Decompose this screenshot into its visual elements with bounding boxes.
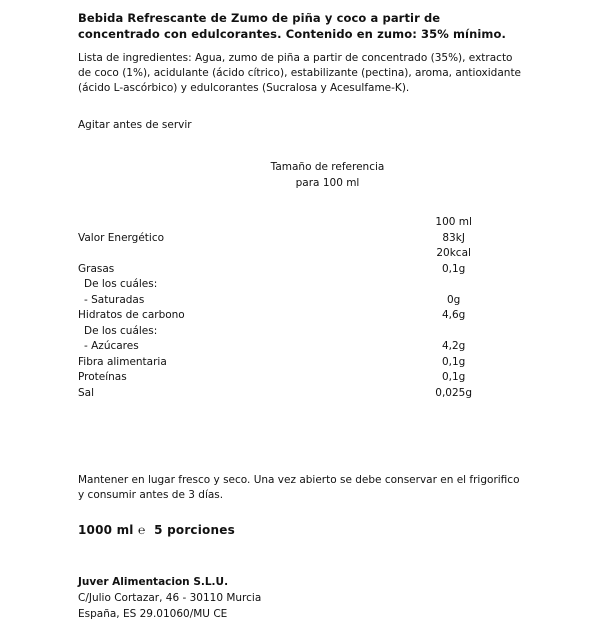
nutrient-value-text: 4,2g <box>441 340 466 352</box>
table-row <box>78 370 525 386</box>
table-row <box>78 355 525 371</box>
nutrition-table <box>78 215 525 401</box>
table-row <box>78 339 525 355</box>
nutrient-value <box>382 293 525 309</box>
reference-size-heading <box>78 159 525 191</box>
company-registration: España, ES 29.01060/MU CE <box>78 608 228 620</box>
nutrient-value-text: 0,025g <box>435 386 473 399</box>
nutrient-name: - Saturadas <box>84 293 145 306</box>
e-mark-icon: ℮ <box>137 523 146 537</box>
table-row <box>78 246 525 262</box>
nutrient-name: Hidratos de carbono <box>78 309 185 321</box>
nutrient-name: Sal <box>78 386 95 399</box>
product-title: Bebida Refrescante de Zumo de piña y coco a partir de concentrado con edulcorantes. Contenido en zumo: 35% mínimo. <box>78 11 506 41</box>
nutrient-value <box>382 324 525 340</box>
company-address: C/Julio Cortazar, 46 - 30110 Murcia <box>78 592 262 604</box>
portions-count: 5 porciones <box>154 523 235 537</box>
nutrition-header-row <box>78 215 525 231</box>
nutrient-name: Valor Energético <box>78 231 165 244</box>
reference-size-line2: para 100 ml <box>295 177 360 189</box>
table-row <box>78 262 525 278</box>
nutrition-column-header <box>382 215 525 231</box>
nutrient-value <box>382 339 525 355</box>
nutrient-value <box>382 370 525 386</box>
nutrient-name: - Azúcares <box>84 340 139 352</box>
nutrient-value <box>382 355 525 371</box>
nutrient-value-text: 0,1g <box>441 262 466 275</box>
table-row <box>78 293 525 309</box>
nutrition-column-header-label: 100 ml <box>435 216 472 228</box>
nutrient-value-text: 0,1g <box>441 355 466 368</box>
nutrient-name: De los cuáles: <box>84 278 158 290</box>
nutrient-name: Fibra alimentaria <box>78 355 167 368</box>
nutrient-value <box>382 262 525 278</box>
nutrient-value-text: 0g <box>446 293 461 306</box>
nutrient-value <box>382 386 525 402</box>
table-row <box>78 277 525 293</box>
shake-instruction: Agitar antes de servir <box>78 119 192 131</box>
ingredients-list: Lista de ingredientes: Agua, zumo de piña a partir de concentrado (35%), extracto de coco (1%), acidulante (ácido cítrico), estabilizante (pectina), aroma, antioxidante (ácido L-ascórbico) y edulcorantes (Sucralosa y Acesulfame-K). <box>78 52 522 94</box>
table-row <box>78 231 525 247</box>
nutrient-name: Grasas <box>78 262 115 275</box>
nutrient-value <box>382 277 525 293</box>
company-block <box>78 574 525 622</box>
nutrient-value-text: 0,1g <box>441 371 466 383</box>
company-name: Juver Alimentacion S.L.U. <box>78 576 229 588</box>
reference-size-line1: Tamaño de referencia <box>270 161 385 173</box>
nutrient-value-text: 20kcal <box>436 247 471 259</box>
volume-amount: 1000 ml <box>78 523 134 537</box>
nutrient-value <box>382 246 525 262</box>
storage-instructions: Mantener en lugar fresco y seco. Una vez abierto se debe conservar en el frigorifico y consumir antes de 3 días. <box>78 474 520 501</box>
table-row <box>78 386 525 402</box>
nutrient-name <box>78 246 382 262</box>
table-row <box>78 324 525 340</box>
nutrient-value <box>382 231 525 247</box>
nutrient-value-text: 4,6g <box>441 309 466 321</box>
table-row <box>78 308 525 324</box>
volume-line <box>78 523 525 538</box>
nutrient-value-text: 83kJ <box>442 231 465 244</box>
nutrient-name: Proteínas <box>78 371 127 383</box>
nutrient-value <box>382 308 525 324</box>
nutrient-name: De los cuáles: <box>84 324 158 337</box>
nutrition-header-blank <box>78 215 382 231</box>
